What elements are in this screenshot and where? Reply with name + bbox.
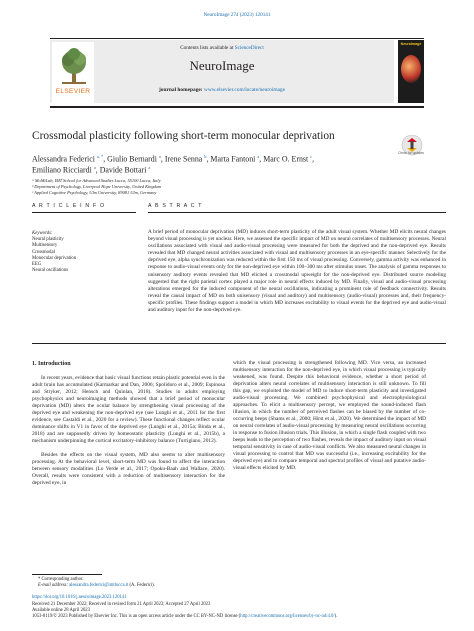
body-paragraph: In recent years, evidence that basic visual functions retain plastic potential even in the adult brain has accumulated (Karmarkar and Dan, 2006; Spolidoro et al., 2009; Espinosa and Stryker, 2012; Hensch and Quinlan, 2018). Studies in adults employing psychophysics and neuroimaging methods showed that a brief period of monocular deprivation (MD) alters the ocular balance by strengthening visual processing of the deprived eye and weakening the non-deprived eye (see Lunghi et al., 2011 for the first evidence, see Castaldi et al., 2020 for a review). These functional changes reflect ocular dominance shifts in V1 in favor of the deprived eye (Lunghi et al., 2015a; Binda et al., 2018) and are supposedly driven by homeostatic plasticity (Lunghi et al., 2015b), a mechanism underpinning the cortical excitatory-inhibitory balance (Turrigiano, 2012). (32, 375, 225, 444)
author-name: Marta Fantoni (210, 154, 256, 164)
header-rule-bottom (50, 106, 424, 108)
contents-available-line (50, 45, 394, 51)
license-suffix: ). (334, 614, 338, 619)
homepage-prefix: journal homepage: (159, 87, 204, 93)
keywords-list (32, 231, 132, 274)
email-suffix: (A. Federici). (128, 583, 155, 588)
author-affiliation-marker[interactable]: a, * (96, 154, 104, 159)
author-affiliation-marker[interactable]: b (204, 154, 207, 159)
keyword: Monocular deprivation (32, 255, 77, 261)
body-left-column (32, 375, 225, 487)
header-rule-top (50, 38, 424, 39)
keyword: EEG (32, 262, 42, 268)
author-affiliation-marker[interactable]: a (257, 154, 260, 159)
keyword: Neural plasticity (32, 237, 64, 243)
abstract-rule-bottom (32, 343, 446, 344)
affiliation-a: ᵃ MoMiLab, IMT School for Advanced Studies Lucca, 55100 Lucca, Italy (32, 178, 161, 183)
corresponding-author-note: * Corresponding author. (38, 577, 84, 582)
author-list-line-2: Emiliano Ricciardi $^a$, Davide Bottari $^a$ (32, 165, 151, 175)
author-affiliation-marker[interactable]: a (93, 165, 96, 170)
elsevier-wordmark: ELSEVIER (55, 88, 91, 95)
email-link[interactable]: alessandra.federici@imtlucca.it (69, 583, 129, 588)
author-affiliation-marker[interactable]: a (148, 165, 151, 170)
introduction-heading: 1. Introduction (32, 361, 71, 367)
author-name: Emiliano Ricciardi (32, 165, 92, 175)
author-name: Marc O. Ernst (263, 154, 309, 164)
author-name: Giulio Bernardi (107, 154, 157, 164)
body-paragraph: Besides the effects on the visual system, MD also seems to alter multisensory processing. At the behavioral level, short-term MD was found to affect the interaction between sensory modalities (Lo Verde et al., 2017; Opoku-Baah and Wallace, 2020). Overall, results were consistent with a reduction of multisensory interaction for the deprived eye, in (32, 452, 225, 486)
keyword: Multisensory (32, 243, 58, 249)
body-right-column (233, 360, 426, 472)
keyword: Crossmodal (32, 249, 55, 255)
journal-homepage-line (50, 87, 394, 93)
journal-name: NeuroImage (189, 58, 255, 73)
keyword: Neural oscillations (32, 268, 69, 274)
journal-homepage-link[interactable]: www.elsevier.com/locate/neuroimage (203, 87, 285, 93)
journal-citation-line[interactable] (0, 12, 474, 18)
cover-brain-graphic (401, 55, 421, 83)
author-name: Davide Bottari (99, 165, 147, 175)
sciencedirect-link[interactable]: ScienceDirect (234, 45, 264, 51)
article-info-rule (32, 212, 136, 213)
license-link[interactable]: http://creativecommons.org/licenses/by-nc-nd/4.0/ (240, 614, 335, 619)
doi-link[interactable]: https://doi.org/10.1016/j.neuroimage.2023.120141 (32, 595, 127, 600)
article-info-heading: A R T I C L E I N F O (32, 203, 106, 209)
license-line (32, 614, 452, 620)
author-affiliation-marker[interactable]: c (310, 154, 313, 159)
author-list-line-1: Alessandra Federici $^{a, *}$, Giulio Bernardi $^a$, Irene Senna $^b$, Marta Fantoni $^a$, Marc O. Ernst $^c$, (32, 154, 315, 164)
abstract-rule-top (148, 212, 446, 213)
keywords-title: Keywords: (32, 231, 53, 236)
footnote-rule (32, 574, 102, 575)
author-name: Alessandra Federici (32, 154, 95, 164)
license-prefix: 1053-8119/© 2023 Published by Elsevier Inc. This is an open access article under the CC BY-NC-ND license ( (32, 614, 241, 619)
contents-prefix: Contents lists available at (180, 45, 235, 51)
available-online: Available online 28 April 2023 (32, 608, 90, 613)
abstract-text: A brief period of monocular deprivation (MD) induces short-term plasticity of the adult visual system. Whether MD elicits neural changes beyond visual processing is yet unclear. Here, we assessed the specific impact of MD on neural correlates of multisensory processes. Neural oscillations associated with visual and audio-visual processing were measured for both the deprived and the non-deprived eye. Results revealed that MD changed neural activities associated with visual and multisensory processes in an eye-specific manner. Selectively for the deprived eye, alpha synchronization was reduced within the first 150 ms of visual processing. Conversely, gamma activity was enhanced in response to audio-visual events only for the non-deprived eye within 100–300 ms after stimulus onset. The analysis of gamma responses to unisensory auditory events revealed that MD elicited a crossmodal upweight for the non-deprived eye. Distributed source modeling suggested that the right parietal cortex played a major role in neural effects induced by MD. Finally, visual and audio-visual processing alterations emerged for the induced component of the neural oscillations, indicating a prominent role of feedback connectivity. Results reveal the causal impact of MD on both unisensory (visual and auditory) and multisensory (audio-visual) processes and, their frequency-specific profiles. These findings support a model in which MD increases excitability to visual events for the deprived eye and audio-visual and auditory input for the non-deprived eye. (148, 229, 446, 314)
abstract-heading: A B S T R A C T (148, 203, 203, 209)
email-label: E-mail address: (38, 583, 70, 588)
email-line (32, 583, 458, 589)
journal-citation-link[interactable]: NeuroImage 274 (2023) 120141 (203, 12, 271, 18)
cover-title: NeuroImage (400, 42, 422, 46)
author-affiliation-marker[interactable]: a (158, 154, 161, 159)
body-paragraph: which the visual processing is strengthened following MD. Vice versa, an increased multisensory interaction for the non-deprived eye, in which visual processing is typically weakened, was found. Despite this behavioral evidence, whether a short period of deprivation alters neural correlates of multisensory interaction is still unknown. To fill this gap, we exploited the model of MD to induce short-term plasticity and investigated audio-visual processing. We combined psychophysical and electrophysiological approaches. To elicit a multisensory percept, we employed the sound-induced flash illusion, in which the number of perceived flashes can be biased by the number of co-occurring beeps (Shams et al., 2000; Hirst et al., 2020). We determined the impact of MD on neural correlates of audio-visual processing by measuring neural oscillations occurring in response to fusion illusion trials. This illusion, in which a single flash coupled with two beeps leads to the perception of two flashes, reveals the impact of auditory input on visual temporal sensitivity in case of audio-visual conflicts. We also measured neural changes in visual processing to control that MD was successful (i.e., increasing excitability for the deprived eye) and to compare temporal and spectral profiles of visual and putative audio-visual effects elicited by MD. (233, 360, 426, 471)
author-name: Irene Senna (164, 154, 203, 164)
article-title: Crossmodal plasticity following short-term monocular deprivation (32, 130, 335, 142)
doi-line (32, 595, 452, 601)
affiliation-b: ᵇ Department of Psychology, Liverpool Hope University, United Kingdom (32, 184, 162, 189)
received-dates: Received 21 December 2022; Received in revised form 21 April 2023; Accepted 27 April 2023 (32, 602, 211, 607)
affiliation-c: ᶜ Applied Cognitive Psychology, Ulm University, 89081 Ulm, Germany (32, 190, 157, 195)
check-for-updates-label[interactable]: Check for updates (398, 151, 424, 155)
